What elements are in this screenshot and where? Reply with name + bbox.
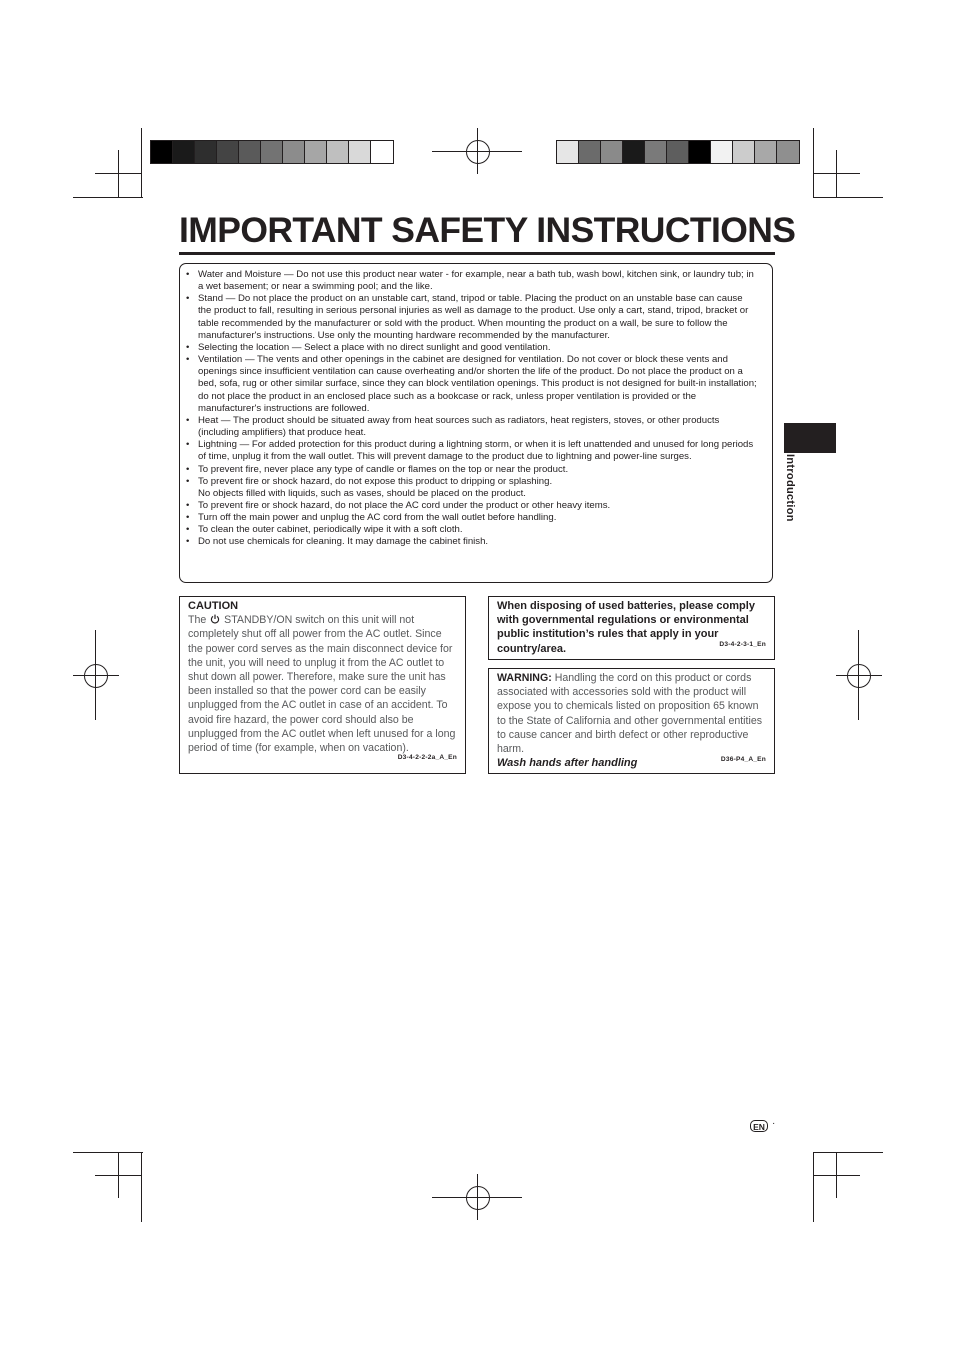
- safety-item-water: • Water and Moisture — Do not use this product near water - for example, near a bath tub, wash bowl, kitchen sink, or laundry tub; in a wet basement; or near a swimming pool; and the like.: [186, 269, 758, 293]
- safety-item-stand: • Stand — Do not place the product on an unstable cart, stand, tripod or table. Placing the product on an unstable base can cause the product to fall, resulting in serious personal injuries as well as damage to the product. Use only a cart, stand, tripod, bracket or table recommended by the manufacturer or sold with the product. When mounting the product on a wall, be sure to follow the manufacturer's instructions. Use only the mounting hardware recommended by the manufacturer.: [186, 293, 758, 342]
- color-swatch: [777, 141, 799, 163]
- color-calibration-bar-right: [556, 140, 800, 164]
- page-number-marker: ·: [772, 1118, 776, 1129]
- color-swatch: [327, 141, 349, 163]
- color-swatch: [755, 141, 777, 163]
- warning-body: Handling the cord on this product or cords associated with accessories sold with the product will expose you to chemicals listed on proposition 65 known to the State of California and other governmental entities to cause cancer and birth defect or other reproductive harm.: [497, 672, 763, 756]
- caution-body: The STANDBY/ON switch on this unit will not completely shut off all power from the AC outlet. Since the power cord serves as the main disconnect device for the unit, you will need to unplug it from the AC outlet to shut down all power. Therefore, make sure the unit has been installed so that the power cord can be easily unplugged from the AC outlet in case of an accident. To avoid fire hazard, the power cord should also be unplugged from the AC outlet when left unused for a long period of time (for example, when on vacation).: [188, 614, 456, 755]
- color-swatch: [239, 141, 261, 163]
- color-swatch: [305, 141, 327, 163]
- color-swatch: [217, 141, 239, 163]
- safety-item-lightning: • Lightning — For added protection for this product during a lightning storm, or when it is left unattended and unused for long periods of time, unplug it from the wall outlet. This will prevent damage to the product due to lightning and power-line surges.: [186, 439, 758, 463]
- safety-item-fire: • To prevent fire, never place any type of candle or flames on the top or near the product.: [186, 464, 758, 476]
- color-swatch: [733, 141, 755, 163]
- color-swatch: [195, 141, 217, 163]
- caution-box: [179, 596, 466, 774]
- color-swatch: [173, 141, 195, 163]
- battery-text: When disposing of used batteries, please comply with governmental regulations or environmental public institution’s rules that apply in your country/area.: [497, 600, 755, 655]
- safety-item-ventilation: • Ventilation — The vents and other openings in the cabinet are designed for ventilation. Do not cover or block these vents and openings since insufficient ventilation can cause overheating and/or shorten the life of the product. Do not place the product on a bed, sofa, rug or other similar surface, since they can block ventilation openings. This product is not designed for built-in installation; do not place the product in an enclosed place such as a bookcase or rack, unless proper ventilation is provided or the manufacturer's instructions are followed.: [186, 354, 758, 415]
- safety-instructions-box: [179, 263, 773, 583]
- page-title: IMPORTANT SAFETY INSTRUCTIONS: [179, 210, 796, 250]
- wash-hands-note: Wash hands after handling: [497, 757, 638, 770]
- section-label: Introduction: [784, 454, 796, 522]
- warning-code: D36-P4_A_En: [720, 755, 766, 763]
- color-swatch: [579, 141, 601, 163]
- color-swatch: [711, 141, 733, 163]
- color-swatch: [283, 141, 305, 163]
- color-swatch: [261, 141, 283, 163]
- color-swatch: [151, 141, 173, 163]
- color-swatch: [371, 141, 393, 163]
- safety-item-chemicals: • Do not use chemicals for cleaning. It may damage the cabinet finish.: [186, 536, 758, 548]
- color-swatch: [623, 141, 645, 163]
- color-swatch: [349, 141, 371, 163]
- color-swatch: [557, 141, 579, 163]
- power-standby-icon: [210, 614, 220, 624]
- warning-heading: WARNING:: [497, 672, 552, 684]
- safety-item-heat: • Heat — The product should be situated away from heat sources such as radiators, heat registers, stoves, or other products (including amplifiers) that produce heat.: [186, 415, 758, 439]
- battery-disposal-box: [488, 596, 775, 660]
- safety-list: [186, 269, 758, 549]
- language-badge: EN: [750, 1120, 768, 1132]
- caution-heading: CAUTION: [188, 600, 239, 612]
- safety-item-ac-cord: • To prevent fire or shock hazard, do not place the AC cord under the product or other heavy items.: [186, 500, 758, 512]
- safety-item-dripping: • To prevent fire or shock hazard, do not expose this product to dripping or splashing. No objects filled with liquids, such as vases, should be placed on the product.: [186, 476, 758, 500]
- color-swatch: [645, 141, 667, 163]
- section-tab: [784, 423, 836, 453]
- safety-item-unplug: • Turn off the main power and unplug the AC cord from the wall outlet before handling.: [186, 512, 758, 524]
- color-swatch: [689, 141, 711, 163]
- battery-code: D3-4-2-3-1_En: [719, 640, 766, 648]
- title-underline: [179, 252, 775, 255]
- color-calibration-bar-left: [150, 140, 394, 164]
- color-swatch: [601, 141, 623, 163]
- safety-item-clean: • To clean the outer cabinet, periodically wipe it with a soft cloth.: [186, 524, 758, 536]
- safety-item-location: • Selecting the location — Select a place with no direct sunlight and good ventilation.: [186, 342, 758, 354]
- caution-code: D3-4-2-2-2a_A_En: [397, 753, 457, 761]
- color-swatch: [667, 141, 689, 163]
- warning-box: [488, 668, 775, 774]
